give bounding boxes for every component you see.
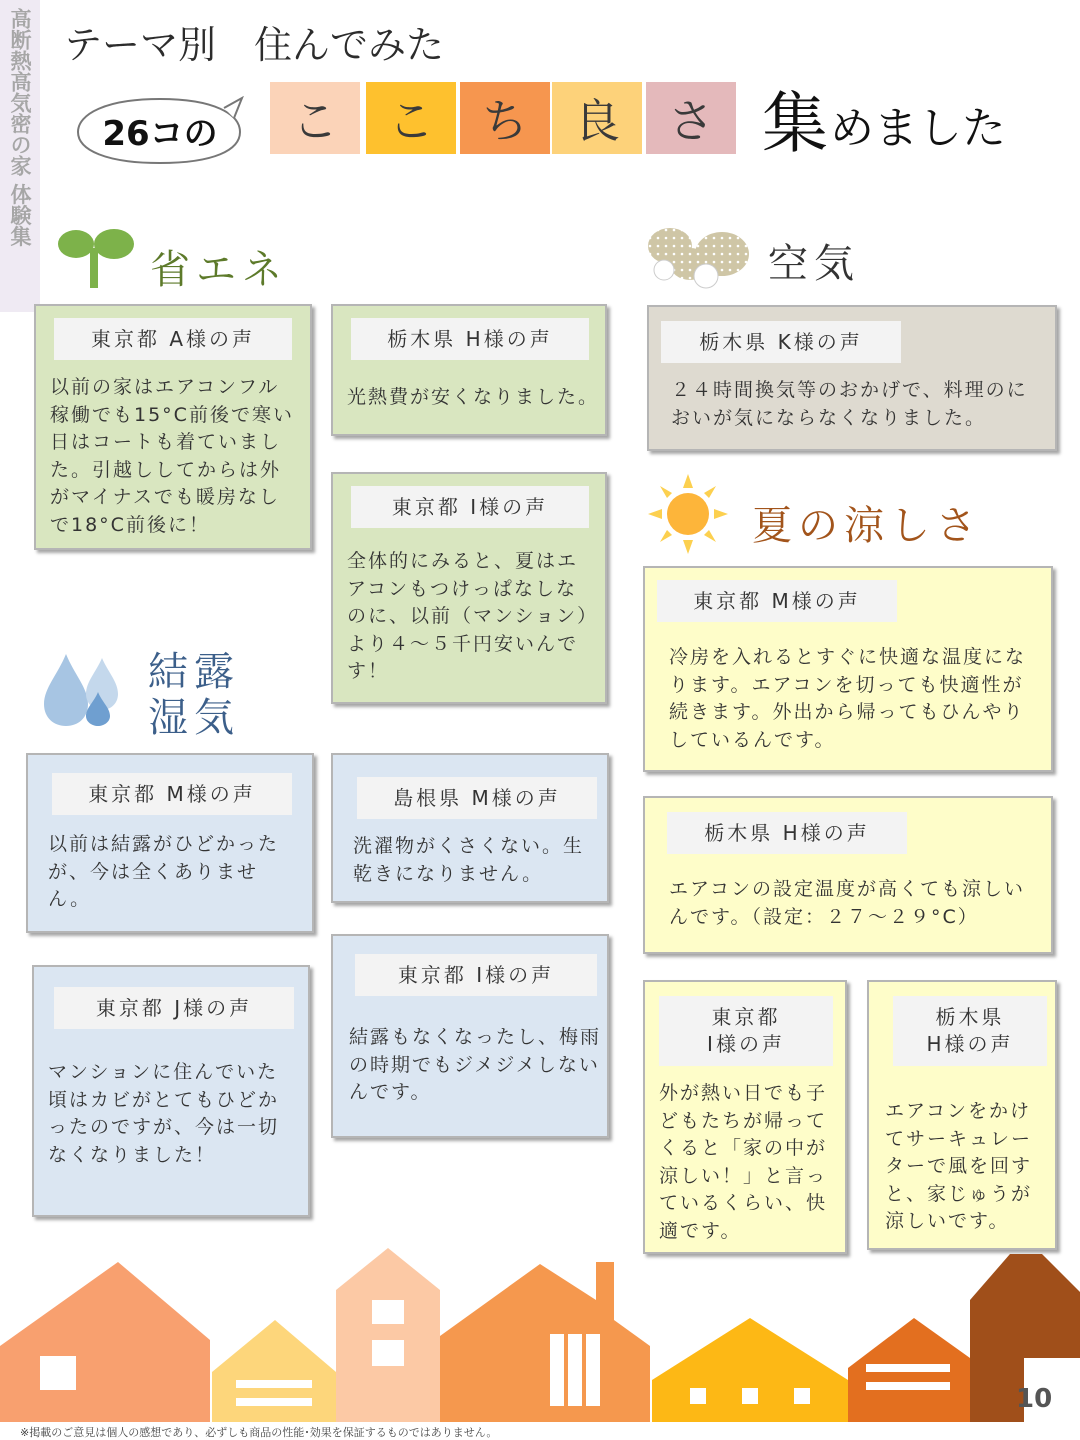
card-label: 東京都 J様の声: [54, 987, 294, 1029]
air-dots-icon: [646, 226, 750, 290]
voice-card-condensation-m: [26, 753, 314, 933]
card-label: 栃木県 K様の声: [661, 321, 901, 363]
card-text: 以前は結露がひどかったが、今は全くありません。: [48, 833, 280, 911]
title-big-char: 集: [762, 85, 828, 162]
water-drops-icon: [40, 648, 128, 728]
card-text: エアコンをかけてサーキュレーターで風を回すと、家じゅうが涼しいです。: [885, 1100, 1033, 1233]
title-char-5: さ: [646, 82, 736, 154]
voice-card-summer-h2: [867, 980, 1057, 1250]
voice-card-air-k: [647, 305, 1057, 451]
card-label: 東京都 I様の声: [659, 996, 833, 1066]
voice-card-condensation-j: [32, 965, 310, 1217]
voice-card-condensation-shimane: [331, 753, 609, 903]
card-text: 外が熱い日でも子どもたちが帰ってくると「家の中が涼しい！」と言っているくらい、快適です。: [659, 1082, 828, 1242]
page-number: 10: [1016, 1384, 1053, 1414]
voice-card-energy-i: [331, 472, 607, 704]
card-text: エアコンの設定温度が高くても涼しいんです。（設定：２７～２９°C）: [669, 878, 1026, 928]
houses-illustration: [0, 1240, 1080, 1422]
card-label: 東京都 A様の声: [54, 318, 292, 360]
card-label: 東京都 M様の声: [52, 773, 292, 815]
card-text: 全体的にみると、夏はエアコンもつけっぱなしなのに、以前（マンション）より４～５千円安いんです！: [347, 550, 589, 683]
title-char-4: 良: [552, 82, 642, 154]
card-text: 洗濯物がくさくない。生乾きになりません。: [353, 835, 585, 885]
card-label: 栃木県 H様の声: [351, 318, 589, 360]
voice-card-summer-i: [643, 980, 847, 1254]
title-char-1: こ: [270, 82, 360, 154]
category-summer-title: 夏の涼しさ: [752, 503, 982, 549]
bubble-count: 26コの: [102, 114, 218, 154]
card-text: ２４時間換気等のおかげで、料理のにおいが気にならなくなりました。: [671, 379, 1028, 429]
footnote: ※掲載のご意見は個人の感想であり、必ずしも商品の性能･効果を保証するものではありません。: [20, 1426, 498, 1439]
page-subtitle: テーマ別 住んでみた: [64, 23, 445, 67]
title-rest: めました: [830, 103, 1006, 154]
card-text: 結露もなくなったし、梅雨の時期でもジメジメしないんです。: [349, 1026, 602, 1104]
voice-card-energy-h: [331, 304, 607, 436]
title-char-3: ち: [460, 82, 550, 154]
voice-card-summer-m: [643, 566, 1053, 772]
category-condensation-title-1: 結露: [148, 649, 240, 695]
card-text: 光熱費が安くなりました。: [347, 386, 600, 408]
card-label: 島根県 M様の声: [357, 777, 597, 819]
card-label: 東京都 I様の声: [351, 486, 589, 528]
side-label: 高断熱高気密の家 体験集: [0, 0, 40, 312]
title-char-2: こ: [366, 82, 456, 154]
sun-icon: [648, 474, 728, 554]
voice-card-condensation-i: [331, 934, 609, 1138]
category-condensation-title-2: 湿気: [148, 695, 240, 741]
card-text: 以前の家はエアコンフル稼働でも15°C前後で寒い日はコートも着ていました。引越ししてからは外がマイナスでも暖房なしで18°C前後に！: [50, 376, 294, 536]
card-label: 東京都 M様の声: [657, 580, 897, 622]
card-label: 東京都 I様の声: [355, 954, 597, 996]
card-text: マンションに住んでいた頃はカビがとてもひどかったのですが、今は一切なくなりました！: [48, 1061, 280, 1166]
category-air-title: 空気: [768, 241, 860, 287]
voice-card-energy-a: [34, 304, 312, 550]
sprout-icon: [56, 226, 136, 288]
card-label: 栃木県 H様の声: [893, 996, 1047, 1066]
voice-card-summer-h: [643, 796, 1053, 954]
card-label: 栃木県 H様の声: [667, 812, 907, 854]
card-text: 冷房を入れるとすぐに快適な温度になります。エアコンを切っても快適性が続きます。外出から帰ってもひんやりしているんです。: [669, 646, 1027, 751]
category-energy-title: 省エネ: [150, 247, 288, 293]
